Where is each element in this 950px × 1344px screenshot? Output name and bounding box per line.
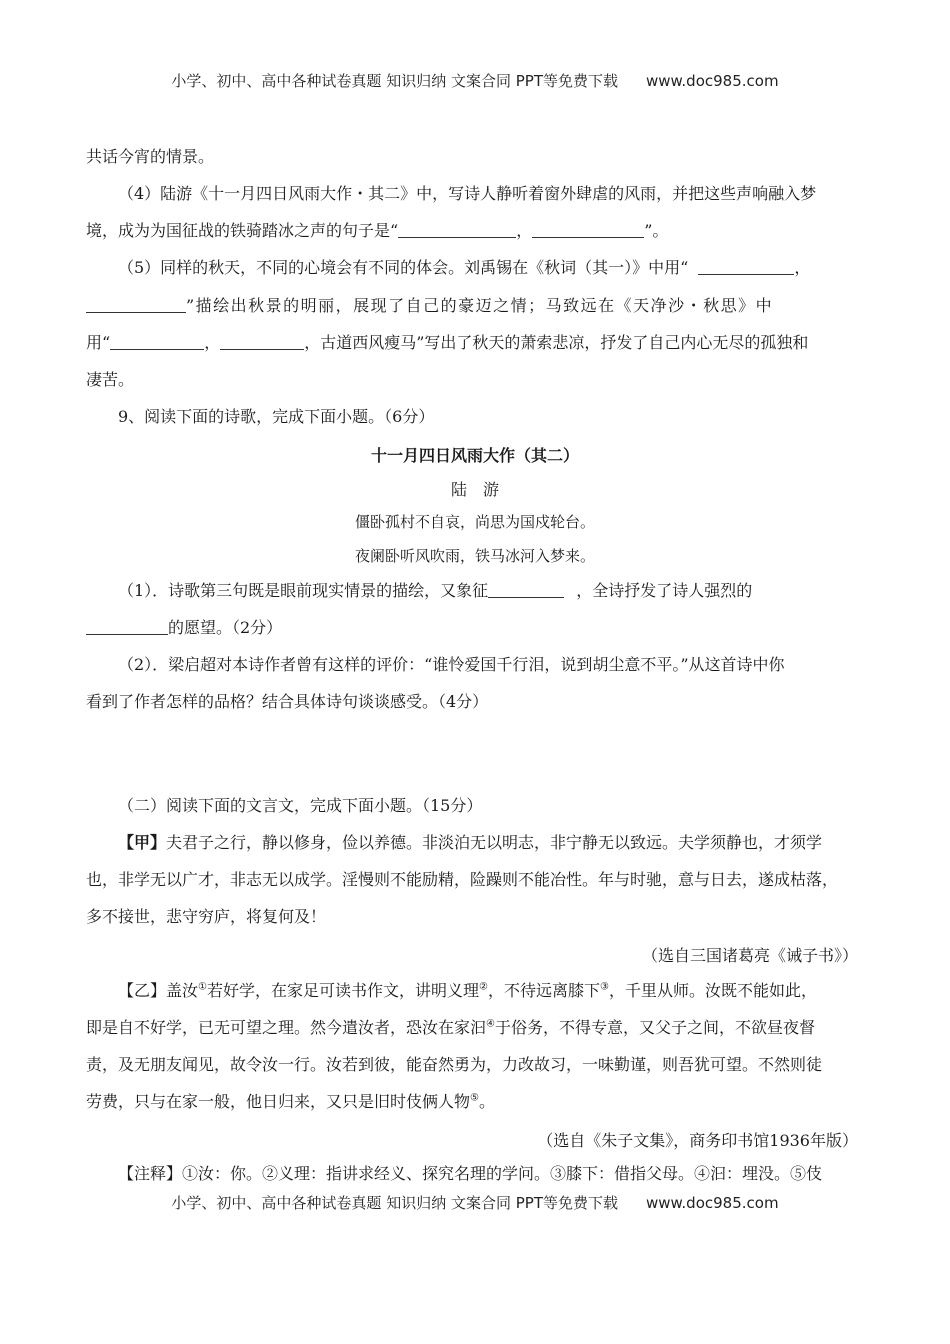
page-header — [0, 70, 950, 91]
yi-source: （选自《朱子文集》，商务印书馆1936年版） — [537, 1131, 858, 1150]
q9-sub2-line2: 看到了作者怎样的品格？结合具体诗句谈谈感受。（4分） — [86, 692, 489, 711]
yi-label: 【乙】 — [118, 981, 167, 1000]
answer-blank[interactable] — [86, 296, 186, 313]
q8-continuation: 共话今宵的情景。 — [86, 147, 215, 166]
q8-p5-line1: （5）同样的秋天，不同的心境会有不同的体会。刘禹锡在《秋词（其一）》中用“ ， — [118, 258, 811, 277]
answer-blank[interactable] — [398, 221, 516, 238]
footer-text: 小学、初中、高中各种试卷真题 知识归纳 文案合同 PPT等免费下载 — [171, 1194, 618, 1212]
notes-label: 【注释】 — [118, 1164, 183, 1183]
header-text: 小学、初中、高中各种试卷真题 知识归纳 文案合同 PPT等免费下载 — [171, 72, 618, 90]
jia-line3: 多不接世，悲守穷庐，将复何及！ — [86, 907, 327, 926]
jia-source: （选自三国诸葛亮《诫子书》） — [641, 946, 858, 965]
jia-line2: 也，非学无以广才，非志无以成学。淫慢则不能励精，险躁则不能冶性。年与时驰，意与日去，遂成枯落， — [86, 870, 839, 889]
q8-p5-line2: ”描绘出秋景的明丽，展现了自己的豪迈之情；马致远在《天净沙・秋思》中 — [86, 295, 773, 317]
q9-intro: 9、阅读下面的诗歌，完成下面小题。（6分） — [118, 407, 435, 426]
jia-line1: 【甲】夫君子之行，静以修身，俭以养德。非淡泊无以明志，非宁静无以致远。夫学须静也，才须学 — [118, 833, 823, 852]
yi-line1: 【乙】盖汝①若好学，在家足可读书作文，讲明义理②，不待远离膝下③，千里从师。汝既不能如此， — [118, 981, 817, 1000]
answer-blank[interactable] — [110, 333, 204, 350]
jia-label: 【甲】 — [118, 833, 167, 852]
header-url[interactable]: www.doc985.com — [645, 72, 779, 90]
answer-blank[interactable] — [488, 581, 564, 598]
q9-sub1-line1: （1）．诗歌第三句既是眼前现实情景的描绘，又象征 ，全诗抒发了诗人强烈的 — [118, 581, 753, 600]
poem-title: 十一月四日风雨大作（其二） — [370, 446, 579, 465]
notes-line: 【注释】①汝：你。②义理：指讲求经义、探究名理的学问。③膝下：借指父母。④汩：埋没。⑤伎 — [118, 1164, 823, 1183]
yi-line3: 责，及无朋友闻见，故令汝一行。汝若到彼，能奋然勇为，力改故习，一味勤谨，则吾犹可望。不然则徒 — [86, 1055, 823, 1074]
answer-blank[interactable] — [698, 258, 794, 275]
answer-blank[interactable] — [86, 618, 168, 635]
q9-sub2-line1: （2）．梁启超对本诗作者曾有这样的评价：“谁怜爱国千行泪，说到胡尘意不平。”从这首诗中你 — [118, 655, 785, 674]
q8-p4-line2: 境，成为为国征战的铁骑踏冰之声的句子是“ ， ”。 — [86, 221, 669, 240]
poem-line-2: 夜阑卧听风吹雨，铁马冰河入梦来。 — [354, 547, 595, 565]
q9-sub1-line2: 的愿望。（2分） — [86, 617, 282, 639]
footer-url[interactable]: www.doc985.com — [645, 1194, 779, 1212]
answer-blank[interactable] — [220, 333, 304, 350]
q8-p4-line1: （4）陆游《十一月四日风雨大作・其二》中，写诗人静听着窗外肆虐的风雨，并把这些声响融入梦 — [118, 184, 817, 203]
q8-p5-line4: 凄苦。 — [86, 370, 135, 389]
page-footer — [0, 1192, 950, 1213]
poem-line-1: 僵卧孤村不自哀，尚思为国戍轮台。 — [354, 513, 595, 531]
yi-line2: 即是自不好学，已无可望之理。然今遣汝者，恐汝在家汩④于俗务，不得专意，又父子之间，不欲昼夜督 — [86, 1018, 815, 1037]
yi-line4: 劳费，只与在家一般，他日归来，又只是旧时伎俩人物⑤。 — [86, 1092, 495, 1111]
answer-blank[interactable] — [532, 221, 644, 238]
q8-p5-line3: 用“ ， ，古道西风瘦马”写出了秋天的萧索悲凉，抒发了自己内心无尽的孤独和 — [86, 333, 809, 352]
poem-author: 陆 游 — [450, 480, 499, 499]
section2-intro: （二）阅读下面的文言文，完成下面小题。（15分） — [118, 796, 483, 815]
